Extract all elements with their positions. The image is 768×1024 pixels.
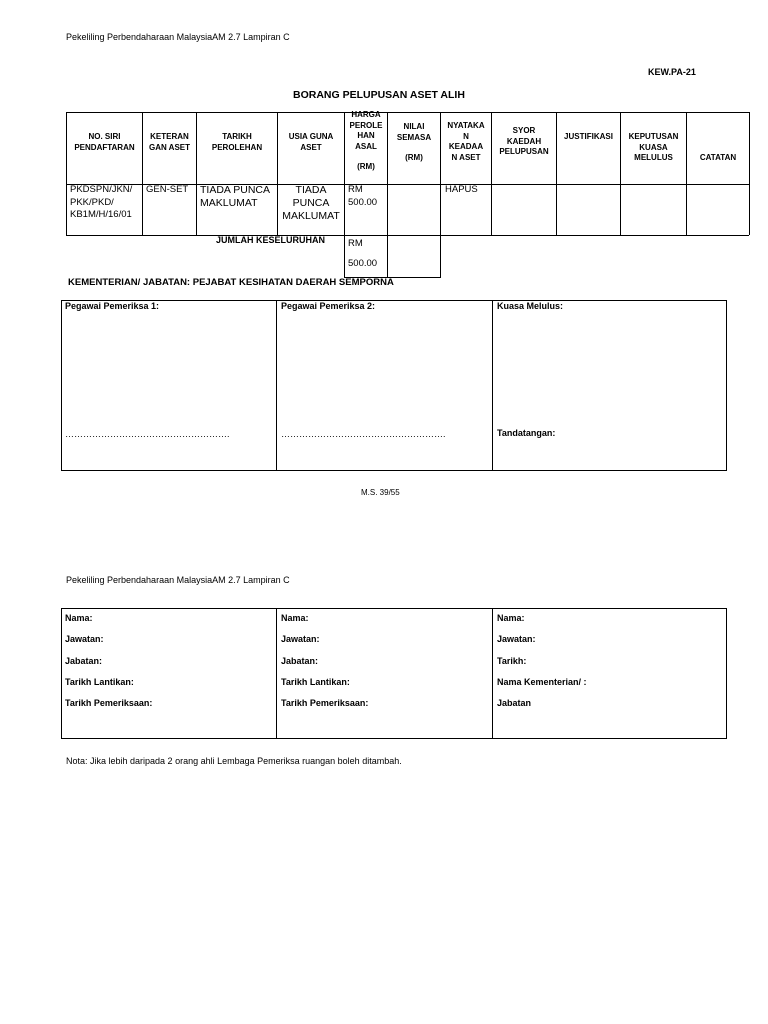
- cell-usia: TIADA PUNCA MAKLUMAT: [282, 184, 340, 222]
- col-header-justifikasi: JUSTIFIKASI: [564, 132, 613, 141]
- col-header-nyataan: NYATAKA N KEADAA N ASET: [447, 121, 485, 162]
- col-header-tarikh: TARIKH PEROLEHAN: [211, 132, 263, 152]
- col-header-syor: SYOR KAEDAH PELUPUSAN: [499, 126, 549, 156]
- col-header-catatan: CATATAN: [699, 153, 737, 162]
- pemeriksa2-label: Pegawai Pemeriksa 2:: [281, 301, 376, 311]
- cell-nyataan: HAPUS: [445, 184, 478, 195]
- page-number: M.S. 39/55: [361, 488, 400, 497]
- col-header-keputusan: KEPUTUSAN KUASA MELULUS: [628, 132, 679, 162]
- col-header-harga: HARGA PEROLE HAN ASAL (RM): [349, 110, 383, 171]
- signature-line-2: ……………………………………………….: [281, 429, 446, 439]
- kuasa-melulus-label: Kuasa Melulus:: [497, 301, 564, 311]
- cell-tarikh: TIADA PUNCA MAKLUMAT: [200, 184, 271, 209]
- cell-harga: RM 500.00: [348, 184, 378, 208]
- nota: Nota: Jika lebih daripada 2 orang ahli Lembaga Pemeriksa ruangan boleh ditambah.: [66, 756, 402, 766]
- col-header-keterangan: KETERAN GAN ASET: [148, 132, 191, 152]
- col-header-usia: USIA GUNA ASET: [288, 132, 334, 152]
- form-title: BORANG PELUPUSAN ASET ALIH: [293, 89, 465, 101]
- col-header-nilai: NILAI SEMASA (RM): [396, 122, 432, 162]
- pemeriksa1-label: Pegawai Pemeriksa 1:: [65, 301, 160, 311]
- col-header-no-siri: NO. SIRI PENDAFTARAN: [74, 132, 135, 152]
- officer2-fields: Nama: Jawatan: Jabatan: Tarikh Lantikan: Tarikh Pemeriksaan:: [281, 613, 369, 709]
- total-value: RM 500.00: [348, 238, 378, 269]
- cell-keterangan: GEN-SET: [146, 184, 189, 195]
- total-label: JUMLAH KESELURUHAN: [216, 235, 326, 245]
- tandatangan-label: Tandatangan:: [497, 428, 556, 438]
- form-code: KEW.PA-21: [648, 67, 696, 77]
- page-header: Pekeliling Perbendaharaan MalaysiaAM 2.7 Lampiran C: [66, 32, 290, 42]
- officer1-fields: Nama: Jawatan: Jabatan: Tarikh Lantikan: Tarikh Pemeriksaan:: [65, 613, 153, 709]
- cell-no-siri: PKDSPN/JKN/ PKK/PKD/ KB1M/H/16/01: [70, 184, 133, 220]
- kementerian-line: KEMENTERIAN/ JABATAN: PEJABAT KESIHATAN DAERAH SEMPORNA: [68, 277, 394, 288]
- approver-fields: Nama: Jawatan: Tarikh: Nama Kementerian/ : Jabatan: [497, 613, 587, 709]
- signature-line-1: ……………………………………………….: [65, 429, 230, 439]
- page2-header: Pekeliling Perbendaharaan MalaysiaAM 2.7 Lampiran C: [66, 575, 290, 585]
